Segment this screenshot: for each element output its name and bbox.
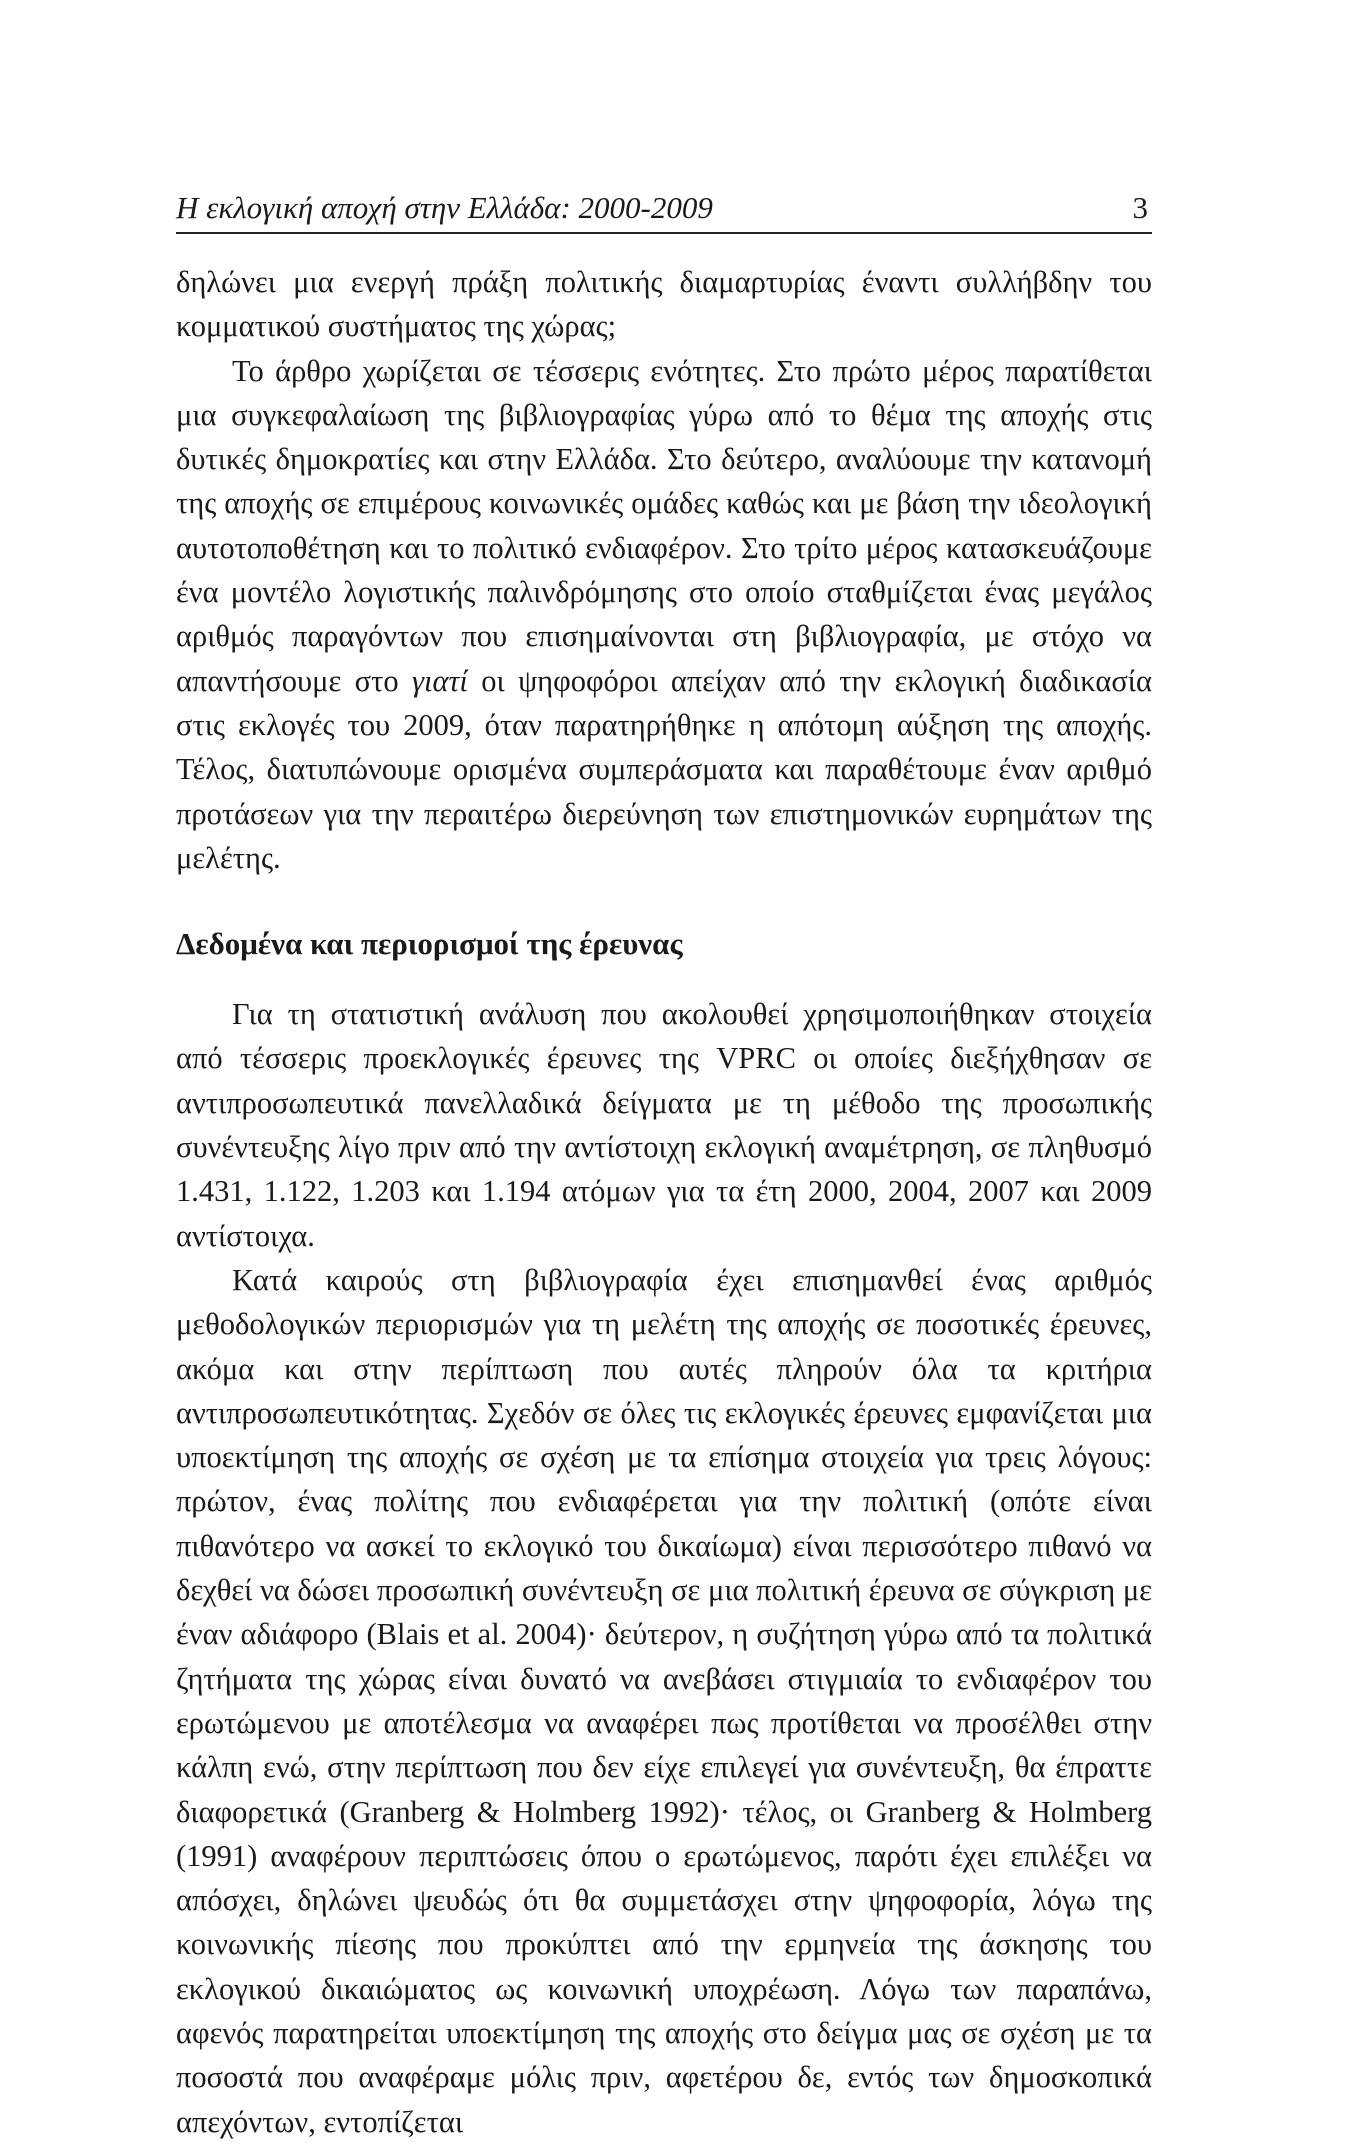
paragraph-continuation: δηλώνει μια ενεργή πράξη πολιτικής διαμαρτυρίας έναντι συλλήβδην του κομματικού συστήματος της χώρας; [176,265,1152,344]
emphasis-why: γιατί [411,663,468,698]
paragraph-text-rest: οι ψηφοφόροι απείχαν από την εκλογική διαδικασία στις εκλογές του 2009, όταν παρατηρήθηκε η απότομη αύξηση της αποχής. Τέλος, διατυπώνουμε ορισμένα συμπεράσματα και παραθέτουμε έναν αριθμό προτάσεων για την περαιτέρω διερεύνηση των επιστημονικών ευρημάτων της μελέτης. [176,663,1152,875]
paragraph-data: Για τη στατιστική ανάλυση που ακολουθεί χρησιμοποιήθηκαν στοιχεία από τέσσερις προεκλογικές έρευνες της VPRC οι οποίες διεξήχθησαν σε αντιπροσωπευτικά πανελλαδικά δείγματα με τη μέθοδο της προσωπικής συνέντευξης λίγο πριν από την αντίστοιχη εκλογική αναμέτρηση, σε πληθυσμό 1.431, 1.122, 1.203 και 1.194 ατόμων για τα έτη 2000, 2004, 2007 και 2009 αντίστοιχα. [176,997,1152,1253]
running-title: Η εκλογική αποχή στην Ελλάδα: 2000-2009 [176,190,713,225]
section-heading: Δεδομένα και περιορισμοί της έρευνας [176,926,683,962]
page-number: 3 [1132,190,1148,225]
running-header [176,188,1152,234]
page [176,188,1152,2144]
paragraph-limitations: Κατά καιρούς στη βιβλιογραφία έχει επισημανθεί ένας αριθμός μεθοδολογικών περιορισμών για τη μελέτη της αποχής σε ποσοτικές έρευνες, ακόμα και στην περίπτωση που αυτές πληρούν όλα τα κριτήρια αντιπροσωπευτικότητας. Σχεδόν σε όλες τις εκλογικές έρευνες εμφανίζεται μια υποεκτίμηση της αποχής σε σχέση με τα επίσημα στοιχεία για τρεις λόγους: πρώτον, ένας πολίτης που ενδιαφέρεται για την πολιτική (οπότε είναι πιθανότερο να ασκεί το εκλογικό του δικαίωμα) είναι περισσότερο πιθανό να δεχθεί να δώσει προσωπική συνέντευξη σε μια πολιτική έρευνα σε σύγκριση με έναν αδιάφορο (Blais et al. 2004)· δεύτερον, η συζήτηση γύρω από τα πολιτικά ζητήματα της χώρας είναι δυνατό να ανεβάσει στιγμιαία το ενδιαφέρον του ερωτώμενου με αποτέλεσμα να αναφέρει πως προτίθεται να προσέλθει στην κάλπη ενώ, στην περίπτωση που δεν είχε επιλεγεί για συνέντευξη, θα έπραττε διαφορετικά (Granberg & Holmberg 1992)· τέλος, οι Granberg & Holmberg (1991) αναφέρουν περιπτώσεις όπου ο ερωτώμενος, παρότι έχει επιλέξει να απόσχει, δηλώνει ψευδώς ότι θα συμμετάσχει στην ψηφοφορία, λόγω της κοινωνικής πίεσης που προκύπτει από την ερμηνεία της άσκησης του εκλογικού δικαιώματος ως κοινωνική υποχρέωση. Λόγω των παραπάνω, αφενός παρατηρείται υποεκτίμηση της αποχής στο δείγμα μας σε σχέση με τα ποσοστά που αναφέραμε μόλις πριν, αφετέρου δε, εντός των δημοσκοπικά απεχόντων, εντοπίζεται [176,1262,1152,2139]
paragraph-text: Το άρθρο χωρίζεται σε τέσσερις ενότητες. Στο πρώτο μέρος παρατίθεται μια συγκεφαλαίωση της βιβλιογραφίας γύρω από το θέμα της αποχής στις δυτικές δημοκρατίες και στην Ελλάδα. Στο δεύτερο, αναλύουμε την κατανομή της αποχής σε επιμέρους κοινωνικές ομάδες καθώς και με βάση την ιδεολογική αυτοτοποθέτηση και το πολιτικό ενδιαφέρον. Στο τρίτο μέρος κατασκευάζουμε ένα μοντέλο λογιστικής παλινδρόμησης στο οποίο σταθμίζεται ένας μεγάλος αριθμός παραγόντων που επισημαίνονται στη βιβλιογραφία, με στόχο να απαντήσουμε στο [176,353,1152,698]
paragraph-article-structure [176,349,1152,881]
